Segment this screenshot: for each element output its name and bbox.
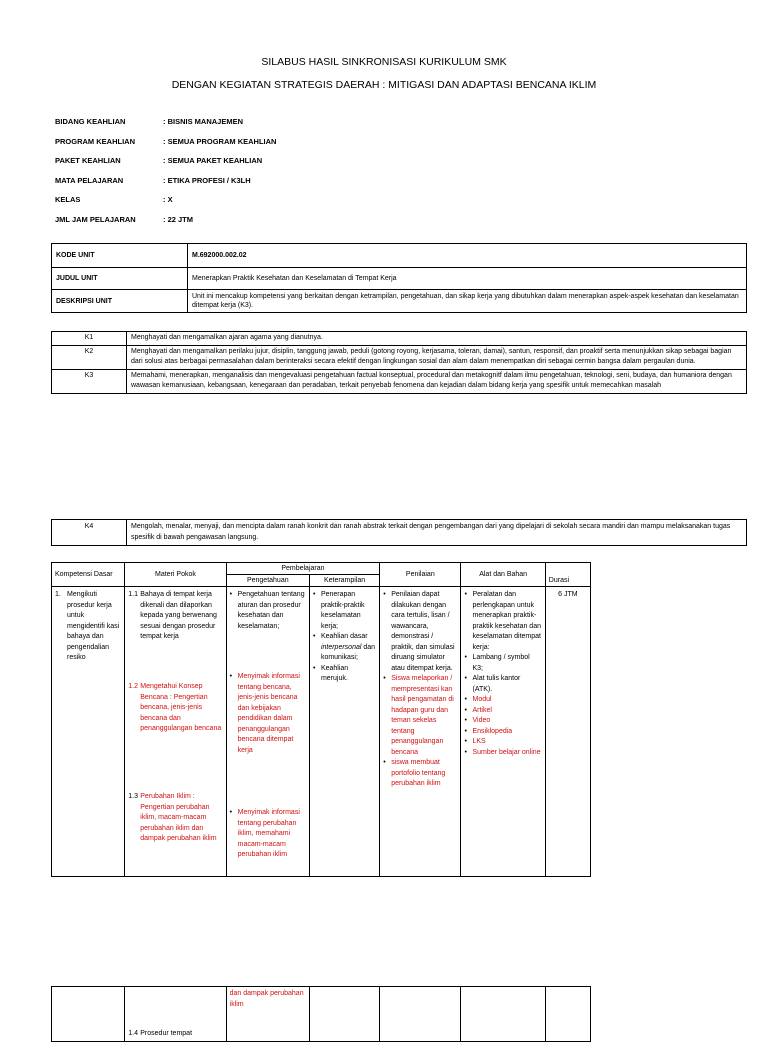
document-subtitle: DENGAN KEGIATAN STRATEGIS DAERAH : MITIGASI DAN ADAPTASI BENCANA IKLIM xyxy=(171,79,597,91)
meta-label: MATA PELAJARAN xyxy=(55,175,124,185)
alat-item: • Modul xyxy=(472,695,541,706)
alat-item: • Artikel xyxy=(472,706,541,717)
meta-label: JML JAM PELAJARAN xyxy=(55,214,136,224)
meta-value: : ETIKA PROFESI / K3LH xyxy=(163,175,251,185)
cell-alat xyxy=(461,587,545,877)
pengetahuan-item: • Pengetahuan tentang aturan dan prosedur kesehatan dan keselamatan; xyxy=(238,590,306,672)
header-keterampilan: Keterampilan xyxy=(309,575,379,587)
materi-text: Bahaya di tempat kerja dikenali dan dilaporkan kepada yang berwenang sesuai dengan prosedur tempat kerja xyxy=(140,591,217,640)
keterampilan-emphasis: interpersonal xyxy=(320,643,362,651)
ki-row xyxy=(52,332,747,346)
meta-value: : X xyxy=(163,195,173,204)
cell-keterampilan xyxy=(309,987,379,1042)
penilaian-item: • Penilaian dapat dilakukan dengan cara tertulis, lisan / wawancara, demonstrasi / praktik, dan simulasi diruang simulator atau ditempat kerja. xyxy=(391,590,457,674)
ki-text: Memahami, menerapkan, menganalisis dan mengevaluasi pengetahuan factual konseptual, procedural dan metakognitf dalam ilmu pengetahuan, teknologi, seni, budaya, dan humaniora dengan wawasan kemanusiaan, kebangsaan, kenegaraan dan peradaban, terkait penyebab fenomena dan kejadian dalam bidang kerja yang spesifik untuk memecahkan masalah xyxy=(127,369,747,393)
materi-number: 1.2 xyxy=(128,683,138,690)
kd-number: 1. xyxy=(55,591,61,598)
cell-keterampilan xyxy=(309,587,379,877)
ki-code: K1 xyxy=(52,332,127,346)
ki-row xyxy=(52,520,747,546)
penilaian-item: • siswa membuat portofolio tentang perubahan iklim xyxy=(391,758,457,790)
cell-penilaian xyxy=(380,987,461,1042)
meta-label: PROGRAM KEAHLIAN xyxy=(55,136,135,146)
unit-kode-value: M.692000.002.02 xyxy=(188,244,747,268)
header-pembelajaran: Pembelajaran xyxy=(226,563,380,575)
alat-item: • Sumber belajar online xyxy=(472,748,541,759)
cell-kd xyxy=(52,987,125,1042)
cell-durasi xyxy=(545,987,590,1042)
keterampilan-item: • Penerapan praktik-praktik keselamatan kerja; xyxy=(321,590,376,632)
alat-item: • Lambang / symbol K3; xyxy=(472,653,541,674)
ki-row xyxy=(52,369,747,393)
pengetahuan-item: • Menyimak informasi tentang bencana, jenis-jenis bencana dan kebijakan pendidikan dalam penanggulangan bencana ditempat kerja xyxy=(238,672,306,808)
core-competency-table xyxy=(51,331,747,394)
unit-judul-label: JUDUL UNIT xyxy=(52,268,188,290)
alat-item: • LKS xyxy=(472,737,541,748)
syllabus-table xyxy=(51,562,591,877)
meta-value: : BISNIS MANAJEMEN xyxy=(163,117,244,126)
header-materi: Materi Pokok xyxy=(125,563,226,587)
meta-value: : SEMUA PAKET KEAHLIAN xyxy=(163,156,263,165)
ki-text: Menghayati dan mengamalkan perilaku jujur, disiplin, tanggung jawab, peduli (gotong royong, kerjasama, toleran, damai), santun, responsif, dan proaktif serta menunjukkan sikap sebagai bagian dari solusi atas berbagai permasalahan dalam berinteraksi secara efektif dengan lingkungan sosial dan alam dalam menempatkan diri sebagai cermin bangsa dalam pergaulan dunia. xyxy=(127,345,747,369)
meta-label: KELAS xyxy=(55,195,81,204)
ki-text: Mengolah, menalar, menyaji, dan mencipta dalam ranah konkrit dan ranah abstrak terkait dengan pengembangan dari yang dipelajari di sekolah secara mandiri dan mampu melaksanakan tugas spesifik di bawah pengawasan langsung. xyxy=(127,520,747,546)
cell-materi xyxy=(125,987,226,1042)
materi-text: Prosedur tempat xyxy=(140,1029,193,1037)
ki-code: K3 xyxy=(52,369,127,393)
unit-deskripsi-value: Unit ini mencakup kompetensi yang berkaitan dengan ketrampilan, pengetahuan, dan sikap kerja yang dibutuhkan dalam menerapkan aspek-aspek kesehatan dan keselamatan ditempat kerja (K3). xyxy=(188,290,747,313)
keterampilan-text: dan komunikasi; xyxy=(320,643,376,661)
meta-row-program xyxy=(55,137,475,157)
cell-alat xyxy=(461,987,545,1042)
keterampilan-text: Keahlian dasar xyxy=(320,633,368,640)
cell-kd xyxy=(52,587,125,877)
cell-penilaian xyxy=(380,587,461,877)
document-title: SILABUS HASIL SINKRONISASI KURIKULUM SMK xyxy=(261,56,507,68)
materi-number: 1.4 xyxy=(128,1029,138,1037)
unit-deskripsi-label: DESKRIPSI UNIT xyxy=(52,290,188,313)
penilaian-item: • Siswa melaporkan / mempresentasi kan hasil pengamatan di hadapan guru dan teman sekelas tentang penanggulangan bencana xyxy=(391,674,457,758)
meta-label: BIDANG KEAHLIAN xyxy=(55,117,126,126)
header-pengetahuan: Pengetahuan xyxy=(226,575,309,587)
meta-label: PAKET KEAHLIAN xyxy=(55,156,121,165)
unit-kode-label: KODE UNIT xyxy=(52,244,188,268)
meta-row-kelas xyxy=(55,195,475,215)
header-row xyxy=(52,563,591,575)
materi-number: 1.3 xyxy=(128,793,138,800)
keterampilan-item: • Keahlian merujuk. xyxy=(321,664,376,685)
materi-text: Perubahan Iklim : Pengertian perubahan iklim, macam-macam perubahan iklim dan dampak perubahan iklim xyxy=(140,793,217,842)
materi-number: 1.1 xyxy=(128,591,138,598)
meta-row-jam xyxy=(55,215,475,235)
cell-pengetahuan: dan dampak perubahan iklim xyxy=(226,987,309,1042)
meta-value: : SEMUA PROGRAM KEAHLIAN xyxy=(163,136,277,146)
alat-item: • Peralatan dan perlengkapan untuk menerapkan praktik-praktik kesehatan dan keselamatan ditempat kerja: xyxy=(472,590,541,653)
header-penilaian: Penilaian xyxy=(380,563,461,587)
unit-row-kode xyxy=(52,244,747,268)
meta-value: : 22 JTM xyxy=(163,214,194,224)
header-kd: Kompetensi Dasar xyxy=(52,563,125,587)
meta-row-bidang xyxy=(55,117,475,137)
syllabus-table-continued xyxy=(51,986,591,1042)
ki-code: K2 xyxy=(52,345,127,369)
keterampilan-item xyxy=(321,632,376,664)
ki-code: K4 xyxy=(52,520,127,546)
materi-text: Mengetahui Konsep Bencana : Pengertian bencana, jenis-jenis bencana dan penanggulangan bencana xyxy=(140,683,222,732)
ki-row xyxy=(52,345,747,369)
alat-item: • Video xyxy=(472,716,541,727)
meta-row-mapel xyxy=(55,176,475,196)
unit-judul-value: Menerapkan Praktik Kesehatan dan Keselamatan di Tempat Kerja xyxy=(188,268,747,290)
cell-pengetahuan xyxy=(226,587,309,877)
cell-durasi: 6 JTM xyxy=(545,587,590,877)
meta-row-paket xyxy=(55,156,475,176)
header-durasi: Durasi xyxy=(545,563,590,587)
unit-row-deskripsi xyxy=(52,290,747,313)
table-row xyxy=(52,987,591,1042)
table-row xyxy=(52,587,591,877)
unit-table xyxy=(51,243,747,313)
cell-materi xyxy=(125,587,226,877)
core-competency-table-k4 xyxy=(51,519,747,546)
alat-item: • Alat tulis kantor (ATK). xyxy=(472,674,541,695)
unit-row-judul xyxy=(52,268,747,290)
kd-text: Mengikuti prosedur kerja untuk mengidentifi kasi bahaya dan pengendalian resiko xyxy=(67,591,120,661)
syllabus-meta xyxy=(55,117,475,234)
ki-text: Menghayati dan mengamalkan ajaran agama yang dianutnya. xyxy=(127,332,747,346)
header-alat: Alat dan Bahan xyxy=(461,563,545,587)
pengetahuan-item: • Menyimak informasi tentang perubahan iklim, memahami macam-macam perubahan iklim xyxy=(238,808,306,861)
alat-item: • Ensiklopedia xyxy=(472,727,541,738)
